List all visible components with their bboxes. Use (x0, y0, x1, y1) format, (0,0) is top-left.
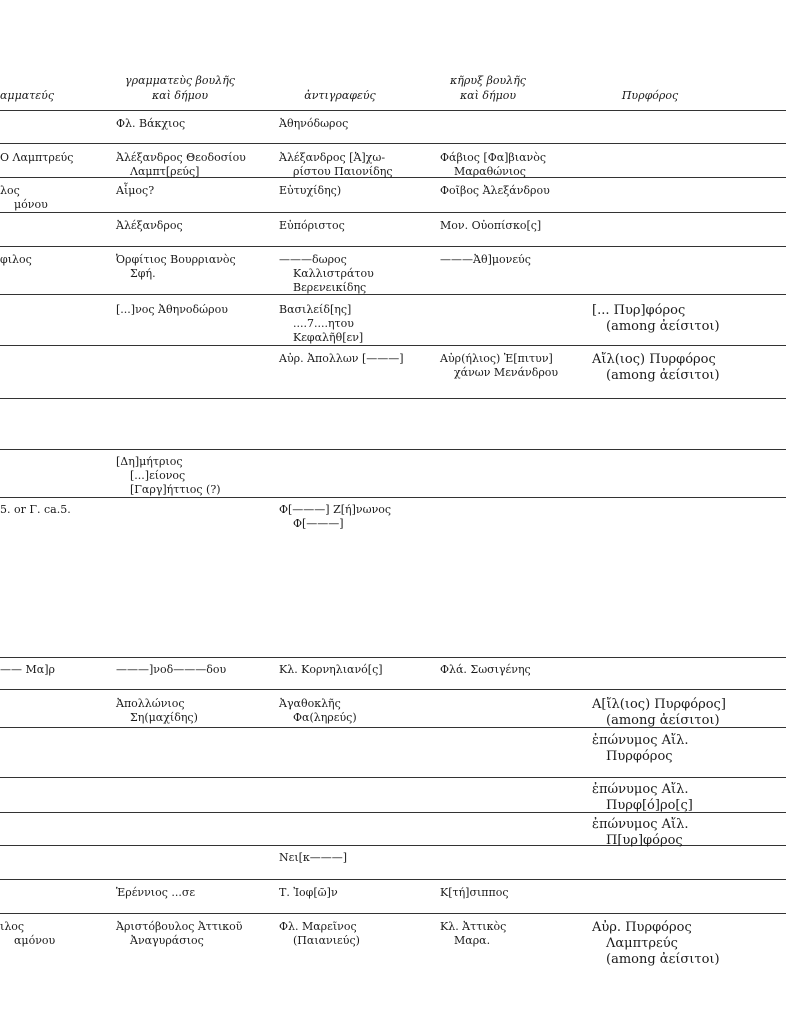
cell-antigrapheus (279, 184, 341, 198)
header-line: Πυρφόρος (621, 89, 679, 102)
cell-line: Ἀπολλώνιος (116, 697, 185, 710)
cell-antigrapheus (279, 352, 404, 366)
cell-grammateus-boules (116, 663, 226, 677)
cell-line: (among ἀείσιτοι) (606, 952, 720, 967)
row-rule (0, 143, 786, 144)
row-rule (0, 879, 786, 880)
cell-line: Κ[τή]σιππος (440, 886, 509, 899)
cell-antigrapheus (279, 151, 393, 179)
cell-line: ἐπώνυμος Αἴλ. (592, 733, 689, 748)
cell-antigrapheus (279, 219, 345, 233)
header-keryx (418, 73, 558, 103)
cell-line: Α[ἴλ(ιος) Πυρφόρος] (592, 697, 726, 712)
cell-line: Ἀλέξανδρος [Ἀ]χω- (279, 151, 386, 164)
cell-line: Λαμπτ[ρεύς] (130, 165, 200, 178)
cell-grammateus-boules (116, 151, 246, 179)
cell-keryx (440, 151, 546, 179)
row-rule (0, 398, 786, 399)
cell-line: Αὐρ. Ἀπολλων [———] (279, 352, 404, 365)
cell-line: Ἀναγυράσιος (130, 934, 204, 947)
cell-keryx (440, 219, 541, 233)
cell-line: ———Ἀθ]μονεύς (440, 253, 531, 266)
cell-line: Λαμπτρεύς (606, 936, 678, 951)
cell-line: (Παιανιεύς) (293, 934, 360, 947)
cell-line: Κλ. Ἀττικὸς (440, 920, 507, 933)
header-antigrapheus (270, 88, 410, 103)
header-grammateus (0, 88, 72, 103)
row-rule (0, 449, 786, 450)
cell-grammateus-boules (116, 184, 154, 198)
cell-grammateus (0, 503, 71, 517)
cell-line: Μαρα. (454, 934, 491, 947)
cell-line: Ἀριστόβουλος Ἀττικοῦ (116, 920, 243, 933)
cell-keryx (440, 920, 506, 948)
cell-line: Σφή. (130, 267, 156, 280)
cell-line: Μον. Οὐοπίσκο[ς] (440, 219, 542, 232)
cell-line: [... Πυρ]φόρος (592, 303, 686, 318)
cell-line: Πυρφόρος (606, 749, 673, 764)
header-pyrphoros (580, 88, 720, 103)
cell-line: Κλ. Κορνηλιανό[ς] (279, 663, 383, 676)
cell-line: ....7....ητου (293, 317, 354, 330)
cell-grammateus (0, 663, 55, 677)
cell-pyrphoros (592, 817, 688, 849)
cell-line: (among ἀείσιτοι) (606, 713, 720, 728)
cell-pyrphoros (592, 782, 693, 814)
cell-line: Ἑρέννιος ...σε (116, 886, 196, 899)
cell-line: Αἶμος? (116, 184, 155, 197)
cell-pyrphoros (592, 352, 720, 384)
cell-line: Κεφαλῆθ[εν] (293, 331, 364, 344)
cell-pyrphoros (592, 733, 688, 765)
cell-line: ἐπώνυμος Αἴλ. (592, 782, 689, 797)
row-rule (0, 345, 786, 346)
row-rule (0, 212, 786, 213)
cell-grammateus-boules (116, 886, 195, 900)
cell-line: Ση(μαχίδης) (130, 711, 198, 724)
cell-line: Φ[———] (293, 517, 344, 530)
cell-antigrapheus (279, 886, 338, 900)
cell-antigrapheus (279, 503, 391, 531)
row-rule (0, 497, 786, 498)
cell-line: ἐπώνυμος Αἴλ. (592, 817, 689, 832)
cell-pyrphoros (592, 697, 726, 729)
cell-line: Αἴλ(ιος) Πυρφόρος (592, 352, 716, 367)
cell-line: [Δη]μήτριος (116, 455, 183, 468)
cell-line: χάνων Μενάνδρου (454, 366, 559, 379)
cell-line: (among ἀείσιτοι) (606, 319, 720, 334)
cell-grammateus-boules (116, 455, 221, 497)
cell-keryx (440, 253, 531, 267)
cell-line: Βερενεικίδης (293, 281, 367, 294)
cell-line: Φλά. Σωσιγένης (440, 663, 531, 676)
cell-grammateus (0, 184, 48, 212)
cell-antigrapheus (279, 253, 374, 295)
row-rule (0, 777, 786, 778)
cell-line: Μαραθώνιος (454, 165, 526, 178)
cell-line: Ἀθηνόδωρος (279, 117, 349, 130)
header-line: καὶ δήμου (459, 89, 517, 102)
cell-line: αμόνου (14, 934, 56, 947)
cell-line: Φλ. Βάκχιος (116, 117, 186, 130)
cell-line: ρίστου Παιονίδης (293, 165, 393, 178)
cell-grammateus (0, 253, 32, 267)
header-line: γραμματεὺς βουλῆς (125, 74, 235, 87)
row-rule (0, 689, 786, 690)
cell-line: ———δωρος (279, 253, 347, 266)
cell-line: [Γαργ]ήττιος (?) (130, 483, 221, 496)
header-grammateus-boules (110, 73, 250, 103)
cell-line: [...]νος Ἀθηνοδώρου (116, 303, 228, 316)
cell-antigrapheus (279, 697, 357, 725)
cell-antigrapheus (279, 303, 363, 345)
cell-line: Ὀρφίτιος Βουρριανὸς (116, 253, 236, 266)
header-line: κῆρυξ βουλῆς (450, 74, 526, 87)
cell-grammateus (0, 920, 55, 948)
row-rule (0, 913, 786, 914)
cell-keryx (440, 663, 531, 677)
cell-grammateus-boules (116, 219, 183, 233)
cell-line: Ἀγαθοκλῆς (279, 697, 341, 710)
cell-line: Φάβιος [Φα]βιανὸς (440, 151, 546, 164)
row-rule (0, 294, 786, 295)
cell-grammateus-boules (116, 253, 236, 281)
cell-pyrphoros (592, 303, 720, 335)
cell-keryx (440, 886, 509, 900)
cell-line: Καλλιστράτου (293, 267, 374, 280)
cell-line: (among ἀείσιτοι) (606, 368, 720, 383)
cell-line: 5. or Γ. ca.5. (0, 503, 71, 516)
cell-line: φιλος (0, 253, 32, 266)
cell-line: Εὐτυχίδης) (279, 184, 342, 197)
cell-line: —— Μα]ρ (0, 663, 55, 676)
cell-grammateus (0, 151, 73, 165)
cell-line: Ἀλέξανδρος Θεοδοσίου (116, 151, 246, 164)
cell-line: Αὐρ. Πυρφόρος (592, 920, 692, 935)
cell-line: Π[υρ]φόρος (606, 833, 683, 848)
header-line: καὶ δήμου (151, 89, 209, 102)
cell-grammateus-boules (116, 117, 185, 131)
cell-line: Φ[———] Ζ[ή]νωνος (279, 503, 392, 516)
cell-antigrapheus (279, 851, 347, 865)
cell-grammateus-boules (116, 920, 242, 948)
header-line: αμματεύς (0, 89, 54, 102)
header-line: ἀντιγραφεύς (304, 89, 376, 102)
cell-keryx (440, 352, 558, 380)
cell-line: λος (0, 184, 20, 197)
cell-pyrphoros (592, 920, 720, 968)
cell-antigrapheus (279, 920, 360, 948)
cell-line: Νει[κ———] (279, 851, 348, 864)
row-rule (0, 657, 786, 658)
cell-antigrapheus (279, 663, 383, 677)
cell-line: [...]είονος (130, 469, 186, 482)
cell-line: Αὐρ(ήλιος) Ἐ[πιτυν] (440, 352, 553, 365)
cell-line: μόνου (14, 198, 48, 211)
cell-antigrapheus (279, 117, 348, 131)
cell-line: Ο Λαμπτρεύς (0, 151, 74, 164)
cell-line: Βασιλείδ[ης] (279, 303, 352, 316)
cell-line: Φλ. Μαρεῖνος (279, 920, 357, 933)
cell-line: Ἀλέξανδρος (116, 219, 183, 232)
cell-line: ———]νοδ———δου (116, 663, 227, 676)
cell-line: Φοῖβος Ἀλεξάνδρου (440, 184, 550, 197)
cell-line: Φα(ληρεύς) (293, 711, 357, 724)
cell-keryx (440, 184, 550, 198)
cell-grammateus-boules (116, 697, 198, 725)
cell-line: Εὐπόριστος (279, 219, 345, 232)
row-rule (0, 110, 786, 111)
cell-line: Τ. Ἰοφ[ῶ]ν (279, 886, 338, 899)
row-rule (0, 246, 786, 247)
cell-line: ιλος (0, 920, 25, 933)
cell-line: Πυρφ[ό]ρο[ς] (606, 798, 693, 813)
cell-grammateus-boules (116, 303, 228, 317)
